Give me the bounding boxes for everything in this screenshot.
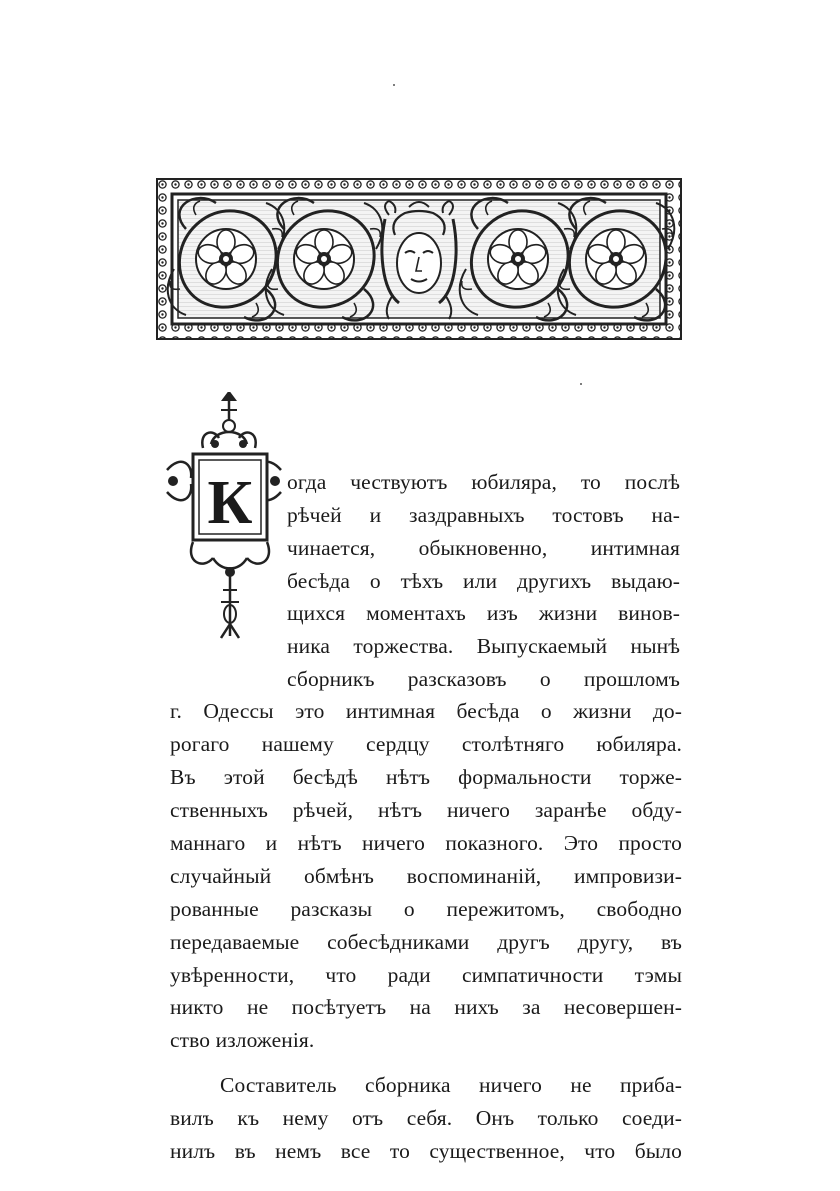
text-line-content: случайный обмѣнъ воспоминаній, импровизи- — [170, 864, 682, 888]
text-line-content: никто не посѣтуетъ на нихъ за несовершен- — [170, 995, 682, 1019]
text-line — [287, 571, 680, 593]
drop-cap-ornament-image — [163, 392, 285, 648]
text-line-content: передаваемые собесѣдниками другъ другу, въ — [170, 930, 682, 954]
text-line — [170, 1141, 682, 1163]
text-line-content: рованные разсказы о пережитомъ, свободно — [170, 897, 682, 921]
text-line — [170, 701, 682, 723]
text-line-content: вилъ къ нему отъ себя. Онъ только соеди- — [170, 1106, 682, 1130]
headpiece-frieze-image — [156, 178, 682, 340]
text-line — [287, 505, 680, 527]
text-line-content: ственныхъ рѣчей, нѣтъ ничего заранѣе обду- — [170, 798, 682, 822]
text-line-content: Составитель сборника ничего не приба- — [220, 1073, 682, 1097]
text-line — [170, 997, 682, 1019]
text-line-content: рѣчей и заздравныхъ тостовъ на- — [287, 503, 680, 527]
paper-speck — [393, 84, 395, 86]
text-line-content: г. Одессы это интимная бесѣда о жизни до- — [170, 699, 682, 723]
text-line — [287, 472, 680, 494]
text-line-content: Въ этой бесѣдѣ нѣтъ формальности торже- — [170, 765, 682, 789]
text-line — [170, 767, 682, 789]
text-line — [287, 636, 680, 658]
drop-cap-letter: К — [207, 469, 253, 537]
text-line-content: увѣренности, что ради симпатичности тэмы — [170, 963, 682, 987]
text-line — [170, 800, 682, 822]
text-line — [170, 866, 682, 888]
text-line-content: сборникъ разсказовъ о прошломъ — [287, 667, 680, 691]
text-line — [287, 538, 680, 560]
text-line — [287, 603, 680, 625]
text-line-content: маннаго и нѣтъ ничего показного. Это просто — [170, 831, 682, 855]
text-line — [170, 734, 682, 756]
text-line — [170, 965, 682, 987]
text-line-content: чинается, обыкновенно, интимная — [287, 536, 680, 560]
text-line-indented — [220, 1075, 682, 1097]
text-line-content: рогаго нашему сердцу столѣтняго юбиляра. — [170, 732, 682, 756]
text-line — [170, 932, 682, 954]
text-line-content: огда чествуютъ юбиляра, то послѣ — [287, 470, 680, 494]
text-line-content: ника торжества. Выпускаемый нынѣ — [287, 634, 680, 658]
text-line — [170, 899, 682, 921]
paper-speck — [580, 383, 582, 385]
text-line-content: щихся моментахъ изъ жизни винов- — [287, 601, 680, 625]
text-line — [170, 1108, 682, 1130]
text-line-content: бесѣда о тѣхъ или другихъ выдаю- — [287, 569, 680, 593]
text-line-content: ство изложенія. — [170, 1028, 315, 1052]
ornamental-headpiece — [156, 178, 682, 340]
text-line-content: нилъ въ немъ все то существенное, что было — [170, 1139, 682, 1163]
drop-cap-initial — [163, 392, 285, 648]
text-line-last — [170, 1030, 314, 1052]
text-line — [170, 833, 682, 855]
text-line — [287, 669, 680, 691]
